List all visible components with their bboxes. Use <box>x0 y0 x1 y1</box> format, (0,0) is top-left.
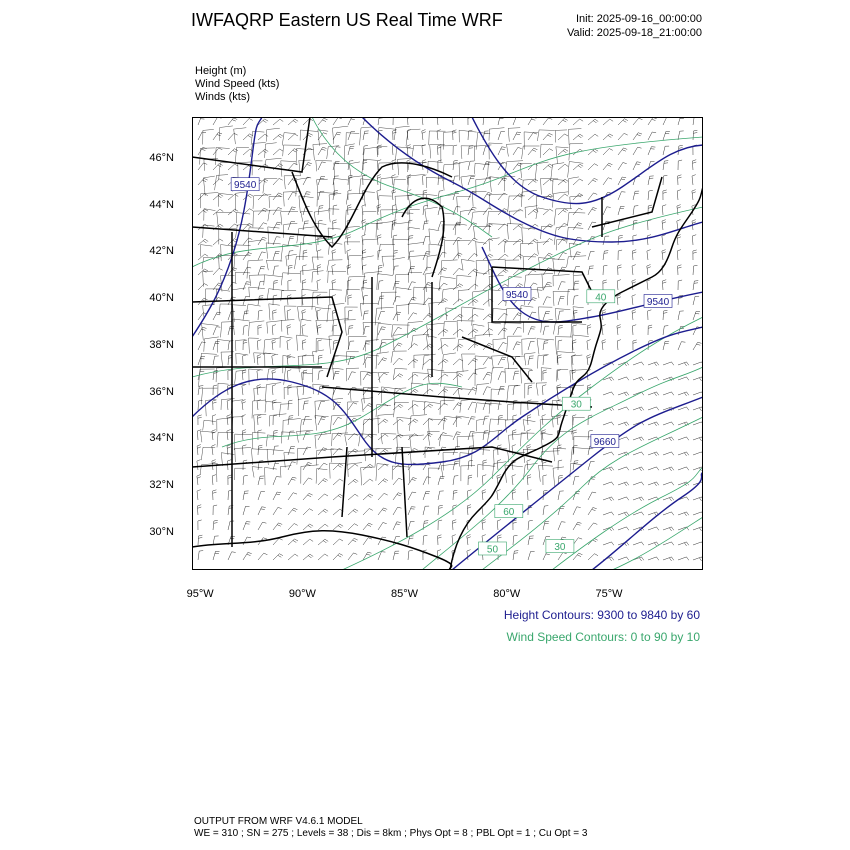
lat-tick-label: 36°N <box>149 385 174 398</box>
field-height-label: Height (m) <box>195 65 247 77</box>
wind-contour-label: 40 <box>595 292 607 304</box>
field-winds-label: Winds (kts) <box>195 91 250 103</box>
chart-title: IWFAQRP Eastern US Real Time WRF <box>191 10 503 30</box>
valid-time: Valid: 2025-09-18_21:00:00 <box>567 27 702 39</box>
height-contour-label: 9540 <box>234 180 257 192</box>
weather-map <box>192 117 703 570</box>
init-time: Init: 2025-09-16_00:00:00 <box>576 13 702 25</box>
wind-contour-legend: Wind Speed Contours: 0 to 90 by 10 <box>506 630 700 644</box>
lon-tick-label: 90°W <box>288 588 316 600</box>
field-wind-speed-label: Wind Speed (kts) <box>195 78 280 90</box>
lat-tick-label: 32°N <box>149 478 174 491</box>
wind-contour-label: 50 <box>486 544 499 556</box>
height-contour-label: 9540 <box>505 289 529 301</box>
lat-tick-label: 38°N <box>149 338 174 351</box>
lon-tick-label: 95°W <box>186 588 214 600</box>
height-contour-label: 9540 <box>646 296 670 308</box>
wind-contour-label: 30 <box>554 542 566 554</box>
footer-model: OUTPUT FROM WRF V4.6.1 MODEL <box>194 816 363 827</box>
height-contour-label: 9660 <box>593 437 617 449</box>
lon-tick-label: 85°W <box>391 588 419 600</box>
lat-tick-label: 46°N <box>149 152 174 165</box>
footer-options: WE = 310 ; SN = 275 ; Levels = 38 ; Dis = 8km ; Phys Opt = 8 ; PBL Opt = 1 ; Cu Opt = 3 <box>194 828 588 839</box>
lat-tick-label: 34°N <box>149 432 174 445</box>
lon-tick-label: 75°W <box>595 588 623 600</box>
wind-contour-label: 60 <box>503 507 515 519</box>
height-contour-legend: Height Contours: 9300 to 9840 by 60 <box>503 608 700 622</box>
lat-tick-label: 44°N <box>149 198 174 211</box>
lat-tick-label: 40°N <box>149 292 174 305</box>
lat-tick-label: 42°N <box>149 245 174 258</box>
lat-tick-label: 30°N <box>149 525 174 538</box>
wind-contour-label: 30 <box>570 399 582 411</box>
lon-tick-label: 80°W <box>493 588 521 600</box>
